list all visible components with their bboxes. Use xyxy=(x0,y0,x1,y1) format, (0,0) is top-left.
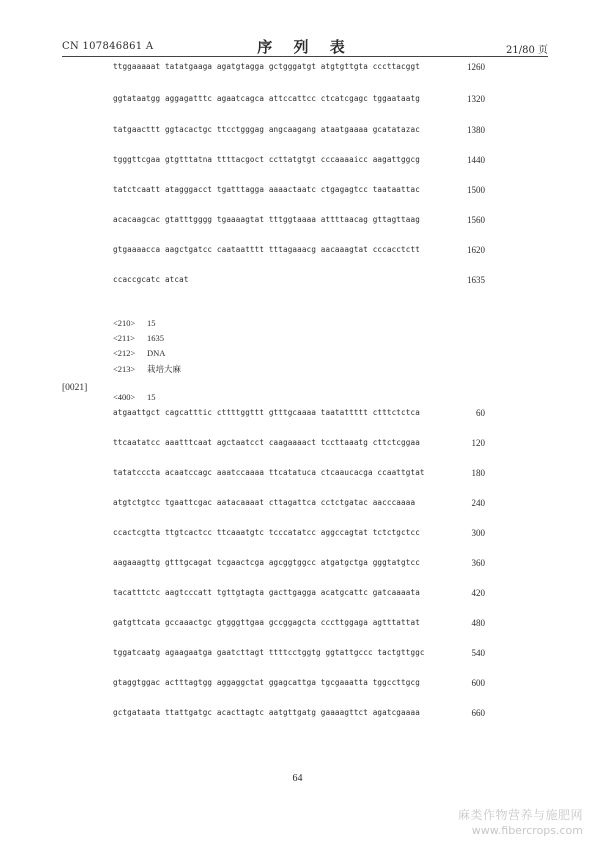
meta-tag: <212> xyxy=(113,348,136,358)
position-number: 1620 xyxy=(467,245,485,255)
seq-meta-211 xyxy=(113,333,164,343)
position-number: 1500 xyxy=(467,185,485,195)
paragraph-number: [0021] xyxy=(62,383,88,393)
position-number: 420 xyxy=(471,588,485,598)
sequence-text: tgggttcgaa gtgtttatna ttttacgoct ccttatgtgt cccaaaaicc aagattggcg xyxy=(113,155,420,164)
position-number: 180 xyxy=(471,468,485,478)
sequence-text: gtgaaaacca aagctgatcc caataatttt tttagaaacg aacaaagtat cccacctctt xyxy=(113,245,420,254)
sequence-text: ccaccgcatc atcat xyxy=(113,275,189,284)
sequence-line xyxy=(113,588,485,600)
sequence-text: ttcaatatcc aaatttcaat agctaatcct caagaaaact tccttaaatg cttctcggaa xyxy=(113,438,420,447)
meta-tag: <400> xyxy=(113,392,136,402)
sequence-text: tggatcaatg agaagaatga gaatcttagt ttttcctggtg ggtattgccc tactgttggc xyxy=(113,648,425,657)
sequence-line xyxy=(113,468,485,480)
sequence-line xyxy=(113,62,485,74)
sequence-text: acacaagcac gtatttgggg tgaaaagtat tttggtaaaa attttaacag gttagttaag xyxy=(113,215,420,224)
position-number: 660 xyxy=(471,708,485,718)
sequence-text: atgaattgct cagcatttic cttttggttt gtttgcaaaa taatattttt ctttctctca xyxy=(113,408,420,417)
page-number: 64 xyxy=(292,773,303,784)
seq-meta-212 xyxy=(113,348,165,358)
position-number: 240 xyxy=(471,498,485,508)
position-number: 1380 xyxy=(467,125,485,135)
meta-value: 栽培大麻 xyxy=(147,364,182,374)
sequence-text: ccactcgtta ttgtcactcc ttcaaatgtc tcccatatcc aggccagtat tctctgctcc xyxy=(113,528,420,537)
sequence-text: gctgataata ttattgatgc acacttagtc aatgttgatg gaaaagttct agatcgaaaa xyxy=(113,708,420,717)
sequence-text: gatgttcata gccaaactgc gtgggttgaa gccggagcta cccttggaga agtttattat xyxy=(113,618,420,627)
position-number: 60 xyxy=(476,408,485,418)
meta-tag: <210> xyxy=(113,318,136,328)
sequence-text: tatatcccta acaatccagc aaatccaaaa ttcatatuca ctcaaucacga ccaattgtat xyxy=(113,468,425,477)
patent-number: CN 107846861 A xyxy=(62,41,154,52)
position-number: 1560 xyxy=(467,215,485,225)
sequence-text: tatctcaatt atagggacct tgatttagga aaaactaatc ctgagagtcc taataattac xyxy=(113,185,420,194)
sequence-line xyxy=(113,438,485,450)
position-number: 1320 xyxy=(467,94,485,104)
sequence-text: atgtctgtcc tgaattcgac aatacaaaat cttagattca cctctgatac aacccaaaa xyxy=(113,498,416,507)
position-number: 300 xyxy=(471,528,485,538)
sequence-line xyxy=(113,558,485,570)
page-title: 序 列 表 xyxy=(257,38,353,56)
position-number: 600 xyxy=(471,678,485,688)
position-number: 1260 xyxy=(467,62,485,72)
sequence-line xyxy=(113,618,485,630)
meta-tag: <213> xyxy=(113,364,136,374)
watermark-url: www.fibercrops.com xyxy=(471,824,583,837)
sequence-text: gtaggtggac actttagtgg aggaggctat ggagcattga tgcgaaatta tggccttgcg xyxy=(113,678,420,687)
seq-meta-213 xyxy=(113,363,181,375)
header-rule xyxy=(62,56,548,57)
position-number: 360 xyxy=(471,558,485,568)
sequence-line xyxy=(113,245,485,257)
page-header xyxy=(62,37,548,57)
sequence-line xyxy=(113,678,485,690)
watermark-site-name: 麻类作物营养与施肥网 xyxy=(457,808,583,822)
position-number: 540 xyxy=(471,648,485,658)
meta-value: DNA xyxy=(147,348,166,358)
position-number: 480 xyxy=(471,618,485,628)
sequence-text: ggtataatgg aggagatttc agaatcagca attccattcc ctcatcgagc tggaataatg xyxy=(113,94,420,103)
sequence-text: ttggaaaaat tatatgaaga agatgtagga gctgggatgt atgtgttgta cccttacggt xyxy=(113,62,420,71)
seq-meta-400 xyxy=(113,392,156,402)
meta-tag: <211> xyxy=(113,333,136,343)
sequence-text: aagaaagttg gtttgcagat tcgaactcga agcggtggcc atgatgctga gggtatgtcc xyxy=(113,558,420,567)
seq-meta-210 xyxy=(113,318,156,328)
position-number: 1635 xyxy=(467,275,485,285)
sequence-line xyxy=(113,275,485,287)
meta-value: 1635 xyxy=(147,333,164,343)
sequence-line xyxy=(113,215,485,227)
sequence-line xyxy=(113,125,485,137)
sequence-line xyxy=(113,155,485,167)
sequence-line xyxy=(113,498,485,510)
meta-value: 15 xyxy=(147,392,156,402)
sequence-line xyxy=(113,708,485,720)
sequence-text: tacatttctc aagtcccatt tgttgtagta gacttgagga acatgcattc gatcaaaata xyxy=(113,588,420,597)
sequence-text: tatgaacttt ggtacactgc ttcctgggag angcaagang ataatgaaaa gcatatazac xyxy=(113,125,420,134)
position-number: 1440 xyxy=(467,155,485,165)
sequence-line xyxy=(113,408,485,420)
sequence-line xyxy=(113,528,485,540)
page-info: 21/80 页 xyxy=(506,45,548,56)
watermark xyxy=(458,806,583,837)
sequence-line xyxy=(113,185,485,197)
meta-value: 15 xyxy=(147,318,156,328)
position-number: 120 xyxy=(471,438,485,448)
sequence-line xyxy=(113,648,485,660)
sequence-line xyxy=(113,94,485,106)
